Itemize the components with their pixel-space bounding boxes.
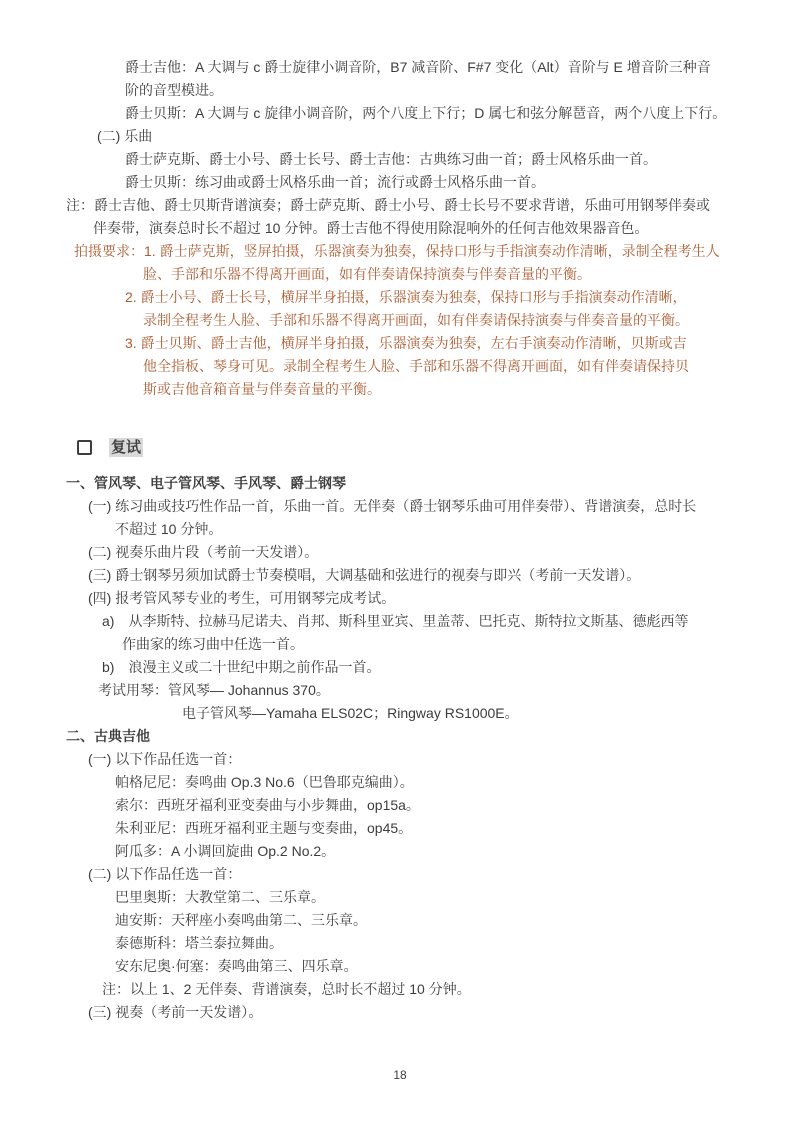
- doc-line: 不超过 10 分钟。: [115, 521, 223, 537]
- doc-line-filming: 2. 爵士小号、爵士长号，横屏半身拍摄，乐器演奏为独奏，保持口形与手指演奏动作清晰，: [125, 289, 687, 305]
- doc-line: 帕格尼尼：奏鸣曲 Op.3 No.6（巴鲁耶克编曲）。: [115, 774, 414, 790]
- doc-line: (一) 练习曲或技巧性作品一首，乐曲一首。无伴奏（爵士钢琴乐曲可用伴奏带）、背谱演奏，总时长: [88, 498, 697, 514]
- doc-line-filming: 他全指板、琴身可见。录制全程考生人脸、手部和乐器不得离开画面，如有伴奏请保持贝: [143, 358, 689, 374]
- doc-line: 爵士贝斯：练习曲或爵士风格乐曲一首；流行或爵士风格乐曲一首。: [125, 174, 545, 190]
- doc-line: 泰德斯科：塔兰泰拉舞曲。: [115, 935, 283, 951]
- doc-line: 迪安斯：天秤座小奏鸣曲第二、三乐章。: [115, 912, 367, 928]
- doc-line: 爵士萨克斯、爵士小号、爵士长号、爵士吉他：古典练习曲一首；爵士风格乐曲一首。: [125, 151, 657, 167]
- doc-line-filming: 3. 爵士贝斯、爵士吉他，横屏半身拍摄，乐器演奏为独奏，左右手演奏动作清晰，贝斯或吉: [125, 335, 687, 351]
- doc-line: (二) 以下作品任选一首：: [88, 866, 242, 882]
- doc-line-filming: 录制全程考生人脸、手部和乐器不得离开画面，如有伴奏请保持演奏与伴奏音量的平衡。: [143, 312, 689, 328]
- doc-line-filming: 脸、手部和乐器不得离开画面，如有伴奏请保持演奏与伴奏音量的平衡。: [143, 266, 591, 282]
- doc-line-filming: 斯或吉他音箱音量与伴奏音量的平衡。: [143, 381, 381, 397]
- doc-line: 电子管风琴—Yamaha ELS02C；Ringway RS1000E。: [182, 705, 519, 721]
- square-bullet-icon: [77, 440, 92, 455]
- doc-line: 阶的音型模进。: [125, 82, 223, 98]
- doc-line: (四) 报考管风琴专业的考生，可用钢琴完成考试。: [88, 590, 396, 606]
- doc-line: 索尔：西班牙福利亚变奏曲与小步舞曲，op15a。: [115, 797, 420, 813]
- doc-line-note: 注：爵士吉他、爵士贝斯背谱演奏；爵士萨克斯、爵士小号、爵士长号不要求背谱，乐曲可用钢琴伴奏或: [66, 197, 710, 213]
- doc-line: 作曲家的练习曲中任选一首。: [122, 636, 304, 652]
- doc-line: (二) 视奏乐曲片段（考前一天发谱）。: [88, 544, 319, 560]
- doc-line: 阿瓜多：A 小调回旋曲 Op.2 No.2。: [115, 843, 336, 859]
- doc-line-heading: 一、管风琴、电子管风琴、手风琴、爵士钢琴: [66, 475, 346, 491]
- doc-line: (三) 爵士钢琴另须加试爵士节奏模唱，大调基础和弦进行的视奏与即兴（考前一天发谱）。: [88, 567, 641, 583]
- doc-line: (三) 视奏（考前一天发谱）。: [88, 1004, 263, 1020]
- page-number: 18: [393, 1068, 407, 1082]
- retest-heading: 复试: [111, 438, 142, 456]
- doc-line: 巴里奥斯：大教堂第二、三乐章。: [115, 889, 325, 905]
- doc-line: 安东尼奥·何塞：奏鸣曲第三、四乐章。: [115, 958, 358, 974]
- doc-line: b) 浪漫主义或二十世纪中期之前作品一首。: [102, 659, 381, 675]
- doc-line: 爵士吉他：A 大调与 c 爵士旋律小调音阶，B7 减音阶、F#7 变化（Alt）音阶与 E 增音阶三种音: [125, 59, 711, 75]
- doc-line-note: 注：以上 1、2 无伴奏、背谱演奏，总时长不超过 10 分钟。: [102, 981, 471, 997]
- doc-line-note: 伴奏带，演奏总时长不超过 10 分钟。爵士吉他不得使用除混响外的任何吉他效果器音色。: [93, 220, 649, 236]
- doc-line: 爵士贝斯：A 大调与 c 旋律小调音阶，两个八度上下行；D 属七和弦分解琶音，两个八度上下行。: [125, 105, 727, 121]
- retest-heading-row: [0, 435, 800, 459]
- doc-line: (一) 以下作品任选一首：: [88, 751, 242, 767]
- doc-line-heading: 二、古典吉他: [66, 728, 150, 744]
- doc-line: 考试用琴：管风琴— Johannus 370。: [98, 682, 330, 698]
- doc-line-filming: 拍摄要求：1. 爵士萨克斯，竖屏拍摄，乐器演奏为独奏，保持口形与手指演奏动作清晰，录制全程考生人: [74, 243, 720, 259]
- doc-line: (二) 乐曲: [97, 128, 153, 144]
- doc-line: 朱利亚尼：西班牙福利亚主题与变奏曲，op45。: [115, 820, 413, 836]
- doc-line: a) 从李斯特、拉赫马尼诺夫、肖邦、斯科里亚宾、里盖蒂、巴托克、斯特拉文斯基、德彪西等: [102, 613, 689, 629]
